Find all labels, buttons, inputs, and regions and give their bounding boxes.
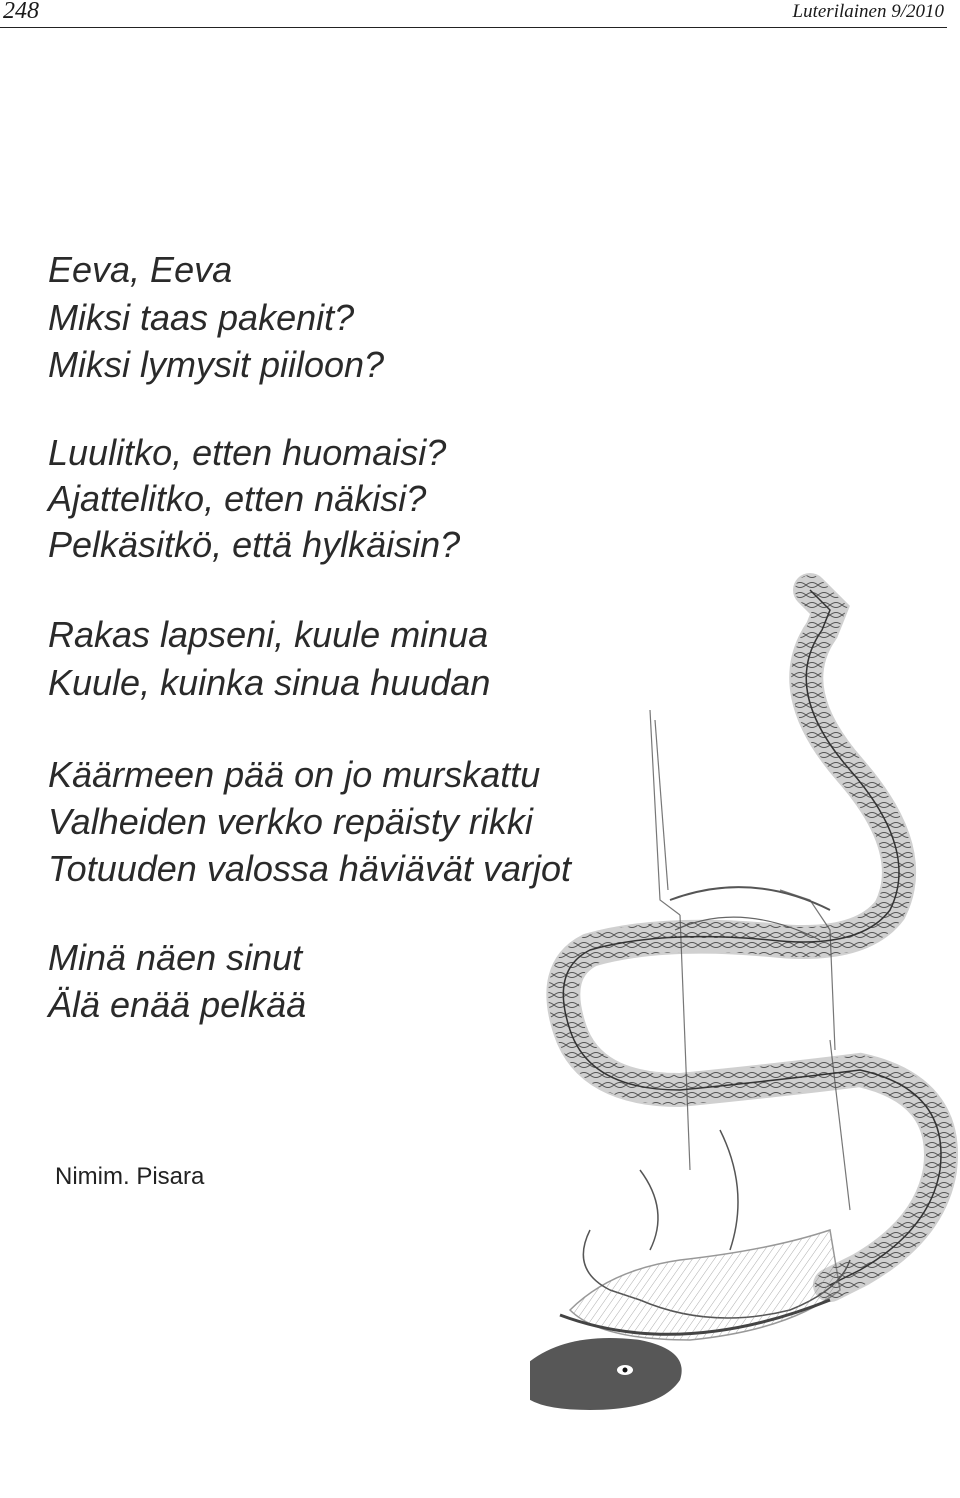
serpent-body: [563, 590, 941, 1285]
poem-line: Totuuden valossa häviävät varjot: [48, 848, 572, 889]
journal-issue: Luterilainen 9/2010: [792, 1, 944, 22]
serpent-head: [530, 1338, 682, 1470]
foot-crushing-serpent-icon: [530, 570, 960, 1493]
poem-line: Luulitko, etten huomaisi?: [48, 432, 447, 473]
poem-line: Rakas lapseni, kuule minua: [48, 614, 489, 655]
poem-line: Käärmeen pää on jo murskattu: [48, 754, 541, 795]
poem-line: Minä näen sinut: [48, 937, 303, 978]
page-header: [0, 0, 947, 28]
poem-line: Kuule, kuinka sinua huudan: [48, 662, 491, 703]
foot-crushing-serpent-illustration: [530, 570, 960, 1493]
poem-line: Ajattelitko, etten näkisi?: [48, 478, 427, 519]
poem-line: Älä enää pelkää: [48, 984, 307, 1025]
poem-line: Pelkäsitkö, että hylkäisin?: [48, 524, 461, 565]
leg-drawing: [650, 710, 850, 1210]
sandal-drawing: [560, 1130, 850, 1340]
poem-line: Miksi lymysit piiloon?: [48, 344, 385, 385]
poem-line: Miksi taas pakenit?: [48, 297, 355, 338]
poem-line: Eeva, Eeva: [48, 249, 233, 290]
signature: Nimim. Pisara: [55, 1163, 205, 1190]
poem-line: Valheiden verkko repäisty rikki: [48, 801, 533, 842]
page-number: 248: [3, 0, 39, 24]
